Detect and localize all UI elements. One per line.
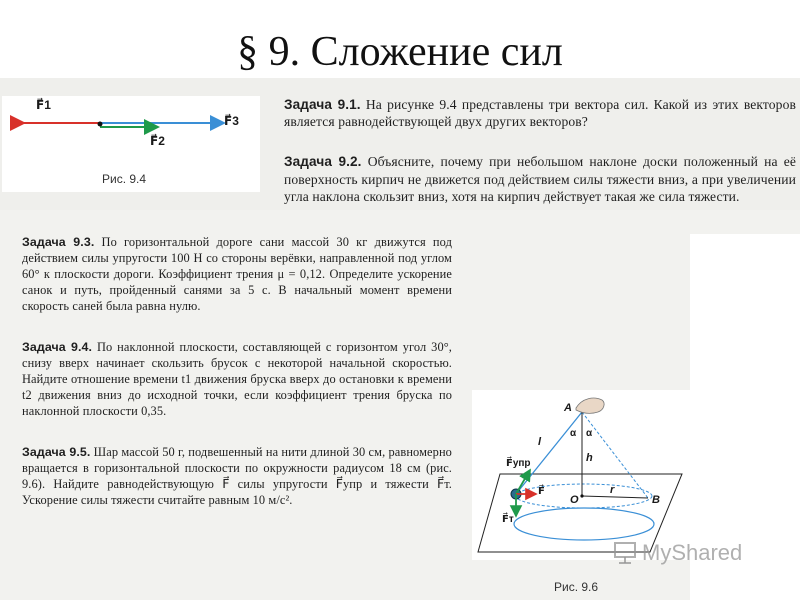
problem-label: Задача 9.3. [22, 235, 95, 249]
label-alpha-left: α [570, 428, 577, 439]
problem-9-3 [22, 234, 452, 314]
label-f3: F⃗3 [224, 114, 239, 128]
watermark-text: MyShared [642, 540, 743, 565]
watermark [612, 538, 772, 568]
problem-text: Шар массой 50 г, подвешенный на нити длиной 30 см, равномерно вращается в горизонтальной плоскости по окружности радиусом 18 см (рис. 9.6). Найдите равнодействующую F⃗ силы упругости F⃗упр и тяжести F⃗т. Ускорение силы тяжести считайте равным 10 м/с². [22, 445, 452, 507]
hand [576, 398, 604, 413]
problem-9-4 [22, 339, 452, 419]
label-f-upr: F⃗упр [506, 458, 531, 469]
figure-9-6-caption: Рис. 9.6 [554, 580, 599, 594]
problem-9-1 [284, 96, 796, 130]
label-f1: F⃗1 [36, 98, 51, 112]
problem-label: Задача 9.4. [22, 340, 93, 354]
label-r: r [610, 484, 615, 496]
label-h: h [586, 452, 593, 464]
problem-label: Задача 9.1. [284, 97, 361, 112]
problem-label: Задача 9.5. [22, 445, 91, 459]
label-f: F⃗ [538, 486, 545, 497]
problem-text: На рисунке 9.4 представлены три вектора сил. Какой из этих векторов является равнодействующей двух других векторов? [284, 97, 796, 129]
figure-9-4-caption: Рис. 9.4 [102, 172, 147, 186]
point-o [580, 494, 583, 497]
figure-9-6-diagram [472, 390, 690, 560]
problem-text: По горизонтальной дороге сани массой 30 кг движутся под действием силы упругости 100 Н со стороны верёвки, направленной под углом 60° к плоскости дороги. Коэффициент трения μ = 0,12. Определите ускорение санок и путь, пройденный санями за 5 с. В начальный момент времени скорость саней была равна нулю. [22, 235, 452, 313]
problem-text: Объясните, почему при небольшом наклоне доски положенный на её поверхность кирпич не движется под действием силы тяжести вниз, а при увеличении угла наклона скользит вниз, хотя на кирпич действует такая же сила тяжести. [284, 154, 796, 204]
label-l: l [538, 436, 542, 448]
figure-9-4 [2, 96, 260, 192]
presentation-icon [612, 540, 638, 566]
problem-text: По наклонной плоскости, составляющей с горизонтом угол 30°, снизу вверх начинает скользить брусок с некоторой начальной скоростью. Найдите отношение времени t1 движения бруска вверх до остановки к времени t2 движения вниз до исходной точки, если коэффициент трения бруска по наклонной плоскости 0,35. [22, 340, 452, 418]
label-alpha-right: α [586, 428, 593, 439]
application-point [98, 122, 103, 127]
problem-9-5 [22, 444, 452, 508]
figure-9-6 [472, 390, 690, 560]
label-b: B [652, 494, 660, 506]
label-f-t: F⃗т [502, 514, 514, 525]
label-a: A [564, 402, 572, 414]
problem-label: Задача 9.2. [284, 154, 362, 169]
slide-title: § 9. Сложение сил [237, 29, 563, 75]
label-o: O [570, 494, 579, 506]
label-f2: F⃗2 [150, 134, 165, 148]
problem-9-2 [284, 153, 796, 206]
